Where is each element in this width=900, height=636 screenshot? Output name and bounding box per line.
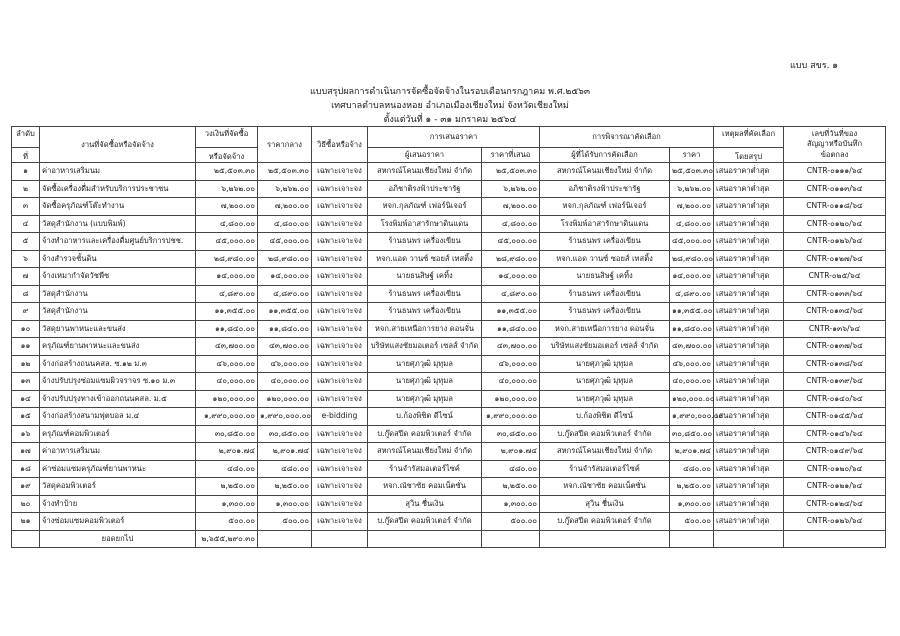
cell-median: ๑,๓๐๐.๐๐ (258, 495, 312, 513)
cell-select-vendor: บ.ก้องพิชิต ดีไซน์ (540, 408, 670, 426)
cell-contract: CNTR-๐๑๔๙/๖๔ (784, 443, 886, 461)
cell-median: ๗,๒๐๐.๐๐ (258, 198, 312, 216)
cell-select-vendor: โรงพิมพ์อาสารักษาดินแดน (540, 215, 670, 233)
total-row (12, 530, 886, 548)
date-range-line: ตั้งแต่วันที่ ๑ - ๓๑ มกราคม ๒๕๖๔ (383, 115, 517, 125)
cell-offer-vendor: สุวิน ชื่นเงิน (368, 495, 482, 513)
cell-offer-vendor: นายศุภวุฒิ มุทุมล (368, 373, 482, 391)
cell-contract: CNTR-๐๑๒๑/๖๔ (784, 478, 886, 496)
col-offer-price-header: ราคาที่เสนอ (482, 148, 540, 163)
cell-median: ๔๖,๐๐๐.๐๐ (258, 355, 312, 373)
cell-reason: เสนอราคาต่ำสุด (714, 215, 784, 233)
cell-offer-price: ๔๓,๗๐๐.๐๐ (482, 338, 540, 356)
cell-offer-vendor: ร้านจำรัสมอเตอร์ไซค์ (368, 460, 482, 478)
cell-no: ๑๑ (12, 338, 40, 356)
cell-item: จ้างทำป้าย (40, 495, 196, 513)
table-row (12, 373, 886, 391)
cell-offer-vendor: นายศุภวุฒิ มุทุมล (368, 390, 482, 408)
cell-contract: CNTR-๐๒๕/๖๔ (784, 268, 886, 286)
cell-offer-vendor: หจก.แอด วานซ์ ซอยส์ เทสติ้ง (368, 250, 482, 268)
cell-no: ๙ (12, 303, 40, 321)
cell-select-price: ๒,๒๕๐.๐๐ (670, 478, 714, 496)
cell-budget: ๓๐,๘๕๐.๐๐ (196, 425, 258, 443)
table-row (12, 355, 886, 373)
cell-reason: เสนอราคาต่ำสุด (714, 163, 784, 181)
cell-select-vendor: นายธนสิษฐ์ เคทิ้ง (540, 268, 670, 286)
cell-method: เฉพาะเจาะจง (312, 285, 368, 303)
cell-select-vendor: บ.กู๊ดสปีด คอมพิวเตอร์ จำกัด (540, 425, 670, 443)
cell-item: วัสดุยานพาหนะและขนส่ง (40, 320, 196, 338)
cell-offer-vendor: สหกรณ์โคนมเชียงใหม่ จำกัด (368, 163, 482, 181)
cell-budget: ๒๕,๕๐๓.๓๐ (196, 163, 258, 181)
cell-contract: CNTR-๐๑๔๐/๖๔ (784, 390, 886, 408)
cell-select-price: ๔๘๐.๐๐ (670, 460, 714, 478)
cell-offer-vendor: ร้านธนพร เครื่องเขียน (368, 233, 482, 251)
cell-offer-price: ๗,๒๐๐.๐๐ (482, 198, 540, 216)
cell-select-vendor: บริษัทแสงชัยมอเตอร์ เซลส์ จำกัด (540, 338, 670, 356)
cell-select-price: ๑,๓๐๐.๐๐ (670, 495, 714, 513)
cell-budget: ๔๐,๐๐๐.๐๐ (196, 373, 258, 391)
cell-contract: CNTR-๐๑๒๗/๖๔ (784, 250, 886, 268)
cell-offer-price: ๑๑,๓๕๕.๐๐ (482, 303, 540, 321)
cell-offer-vendor: บ.ก้องพิชิต ดีไซน์ (368, 408, 482, 426)
cell-offer-vendor: นายธนสิษฐ์ เคทิ้ง (368, 268, 482, 286)
cell-budget: ๕๐๐.๐๐ (196, 513, 258, 531)
total-empty (714, 530, 784, 548)
cell-reason: เสนอราคาต่ำสุด (714, 408, 784, 426)
cell-budget: ๒,๙๐๑.๗๔ (196, 443, 258, 461)
cell-contract: CNTR-๐๑๔๖/๖๔ (784, 425, 886, 443)
cell-method: เฉพาะเจาะจง (312, 338, 368, 356)
cell-reason: เสนอราคาต่ำสุด (714, 180, 784, 198)
cell-median: ๑,๙๙๐,๐๐๐.๐๐ (258, 408, 312, 426)
cell-method: เฉพาะเจาะจง (312, 425, 368, 443)
cell-budget: ๔๓,๗๐๐.๐๐ (196, 338, 258, 356)
header-row-top (12, 127, 886, 148)
cell-select-price: ๗,๒๐๐.๐๐ (670, 198, 714, 216)
cell-no: ๑๖ (12, 425, 40, 443)
cell-reason: เสนอราคาต่ำสุด (714, 443, 784, 461)
cell-contract: CNTR-๐๑๓๔/๖๔ (784, 303, 886, 321)
cell-median: ๔๓,๗๐๐.๐๐ (258, 338, 312, 356)
cell-no: ๘ (12, 285, 40, 303)
cell-median: ๔๐,๐๐๐.๐๐ (258, 373, 312, 391)
table-row (12, 320, 886, 338)
cell-reason: เสนอราคาต่ำสุด (714, 233, 784, 251)
cell-reason: เสนอราคาต่ำสุด (714, 495, 784, 513)
cell-contract: CNTR-๐๑๑๑/๖๔ (784, 163, 886, 181)
cell-item: ค่าซ่อมแซมครุภัณฑ์ยานพาหนะ (40, 460, 196, 478)
cell-contract: CNTR-๐๑๒๖/๖๔ (784, 513, 886, 531)
total-empty (784, 530, 886, 548)
cell-item: จ้างปรับปรุงทางเข้าออกถนนคสล. ม.๕ (40, 390, 196, 408)
cell-no: ๖ (12, 250, 40, 268)
col-no-header-top: ลำดับ (12, 127, 40, 148)
cell-select-price: ๑๑,๘๔๐.๐๐ (670, 320, 714, 338)
cell-offer-vendor: บ.กู๊ดสปีด คอมพิวเตอร์ จำกัด (368, 425, 482, 443)
col-reason-header-bottom: โดยสรุป (714, 148, 784, 163)
contract-header-line3: ข้อตกลง (820, 149, 849, 159)
cell-method: e-bidding (312, 408, 368, 426)
col-item-header: งานที่จัดซื้อหรือจัดจ้าง (40, 127, 196, 163)
total-empty (258, 530, 312, 548)
cell-method: เฉพาะเจาะจง (312, 513, 368, 531)
cell-no: ๑๐ (12, 320, 40, 338)
cell-select-price: ๒๘,๙๘๐.๐๐ (670, 250, 714, 268)
table-row (12, 495, 886, 513)
cell-select-price: ๔๐,๐๐๐.๐๐ (670, 373, 714, 391)
cell-budget: ๔,๘๙๐.๐๐ (196, 285, 258, 303)
cell-budget: ๔๖,๐๐๐.๐๐ (196, 355, 258, 373)
cell-median: ๔,๘๐๐.๐๐ (258, 215, 312, 233)
table-row (12, 338, 886, 356)
col-offer-vendor-header: ผู้เสนอราคา (368, 148, 482, 163)
col-budget-header-top: วงเงินที่จัดซื้อ (196, 127, 258, 148)
cell-offer-price: ๒,๙๐๑.๗๔ (482, 443, 540, 461)
table-row (12, 285, 886, 303)
cell-median: ๒๘,๙๘๐.๐๐ (258, 250, 312, 268)
cell-method: เฉพาะเจาะจง (312, 233, 368, 251)
cell-reason: เสนอราคาต่ำสุด (714, 478, 784, 496)
cell-offer-price: ๔,๘๐๐.๐๐ (482, 215, 540, 233)
cell-select-vendor: นายศุภวุฒิ มุทุมล (540, 355, 670, 373)
cell-offer-price: ๑๔,๐๐๐.๐๐ (482, 268, 540, 286)
table-row (12, 163, 886, 181)
cell-median: ๑๑,๘๔๐.๐๐ (258, 320, 312, 338)
cell-median: ๒,๙๐๑.๗๔ (258, 443, 312, 461)
cell-item: จ้างปรับปรุงซ่อมแซมผิวจราจร ซ.๑๐ ม.๓ (40, 373, 196, 391)
cell-no: ๑๔ (12, 390, 40, 408)
cell-method: เฉพาะเจาะจง (312, 215, 368, 233)
cell-select-price: ๔๓,๗๐๐.๐๐ (670, 338, 714, 356)
col-select-price-header: ราคา (670, 148, 714, 163)
cell-offer-vendor: ร้านธนพร เครื่องเขียน (368, 303, 482, 321)
cell-contract: CNTR-๐๑๒๐/๖๔ (784, 460, 886, 478)
cell-no: ๒ (12, 180, 40, 198)
cell-item: จ้างสำรวจชั้นดิน (40, 250, 196, 268)
cell-offer-vendor: ร้านธนพร เครื่องเขียน (368, 285, 482, 303)
table-row (12, 180, 886, 198)
total-empty (482, 530, 540, 548)
cell-select-price: ๑๔,๐๐๐.๐๐ (670, 268, 714, 286)
cell-budget: ๑๒๐,๐๐๐.๐๐ (196, 390, 258, 408)
cell-reason: เสนอราคาต่ำสุด (714, 320, 784, 338)
document-title: แบบสรุปผลการดำเนินการจัดซื้อจัดจ้างในรอบเดือนกรกฎาคม พ.ศ.๒๕๖๓ (309, 87, 591, 97)
cell-median: ๔,๘๙๐.๐๐ (258, 285, 312, 303)
cell-contract: CNTR-๐๑๓๗/๖๔ (784, 338, 886, 356)
table-row (12, 390, 886, 408)
table-row (12, 215, 886, 233)
cell-contract: CNTR-๐๑๒๖/๖๔ (784, 233, 886, 251)
cell-reason: เสนอราคาต่ำสุด (714, 373, 784, 391)
cell-method: เฉพาะเจาะจง (312, 478, 368, 496)
cell-offer-price: ๔๐,๐๐๐.๐๐ (482, 373, 540, 391)
cell-select-vendor: ร้านธนพร เครื่องเขียน (540, 303, 670, 321)
cell-offer-price: ๑๑,๘๔๐.๐๐ (482, 320, 540, 338)
col-offer-group-header: การเสนอราคา (368, 127, 540, 148)
cell-contract: CNTR-๐๑๓๙/๖๔ (784, 373, 886, 391)
procurement-table (11, 126, 886, 548)
contract-header-line1: เลขที่วันที่ของ (811, 129, 858, 139)
cell-method: เฉพาะเจาะจง (312, 303, 368, 321)
cell-budget: ๔,๘๐๐.๐๐ (196, 215, 258, 233)
cell-offer-price: ๔๖,๐๐๐.๐๐ (482, 355, 540, 373)
cell-contract: CNTR-๐๑๑๓/๖๔ (784, 180, 886, 198)
cell-no: ๓ (12, 198, 40, 216)
cell-select-vendor: สหกรณ์โคนมเชียงใหม่ จำกัด (540, 163, 670, 181)
cell-item: จ้างก่อสร้างถนนคสล. ซ.๑๒ ม.๓ (40, 355, 196, 373)
cell-contract: CNTR-๐๑๒๐/๖๔ (784, 215, 886, 233)
col-method-header: วิธีซื้อหรือจ้าง (312, 127, 368, 163)
cell-no: ๑๓ (12, 373, 40, 391)
cell-median: ๑๑,๓๕๕.๐๐ (258, 303, 312, 321)
cell-select-vendor: ร้านจำรัสมอเตอร์ไซค์ (540, 460, 670, 478)
cell-item: วัสดุสำนักงาน (แบบพิมพ์) (40, 215, 196, 233)
cell-offer-price: ๑,๙๙๐,๐๐๐.๐๐ (482, 408, 540, 426)
cell-offer-vendor: หจก.ณัชาซัย คอมเน็ตซั่น (368, 478, 482, 496)
cell-reason: เสนอราคาต่ำสุด (714, 355, 784, 373)
cell-budget: ๑๔,๐๐๐.๐๐ (196, 268, 258, 286)
cell-select-vendor: หจก.ณัชาซัย คอมเน็ตซั่น (540, 478, 670, 496)
cell-reason: เสนอราคาต่ำสุด (714, 338, 784, 356)
col-no-header-bottom: ที่ (12, 148, 40, 163)
cell-method: เฉพาะเจาะจง (312, 198, 368, 216)
cell-item: ครุภัณฑ์คอมพิวเตอร์ (40, 425, 196, 443)
cell-reason: เสนอราคาต่ำสุด (714, 285, 784, 303)
cell-item: ค่าอาหารเสริมนม (40, 443, 196, 461)
cell-method: เฉพาะเจาะจง (312, 250, 368, 268)
total-empty (540, 530, 670, 548)
cell-no: ๒๑ (12, 513, 40, 531)
cell-reason: เสนอราคาต่ำสุด (714, 425, 784, 443)
cell-contract: CNTR-๐๑๑๘/๖๔ (784, 198, 886, 216)
table-row (12, 250, 886, 268)
table-row (12, 268, 886, 286)
cell-budget: ๖,๒๖๒.๐๐ (196, 180, 258, 198)
cell-no: ๑๗ (12, 443, 40, 461)
cell-method: เฉพาะเจาะจง (312, 495, 368, 513)
table-row (12, 198, 886, 216)
cell-budget: ๔๕,๐๐๐.๐๐ (196, 233, 258, 251)
cell-contract: CNTR-๐๑๔๕/๖๔ (784, 408, 886, 426)
cell-no: ๕ (12, 233, 40, 251)
cell-offer-price: ๖,๒๖๒.๐๐ (482, 180, 540, 198)
cell-select-price: ๔๕,๐๐๐.๐๐ (670, 233, 714, 251)
cell-contract: CNTR-๐๑๓๓/๖๔ (784, 285, 886, 303)
cell-item: จ้างทำอาหารและเครื่องดื่มศูนย์บริการปชช. (40, 233, 196, 251)
table-row (12, 233, 886, 251)
cell-item: จ้างก่อสร้างสนามฟุตบอล ม.๔ (40, 408, 196, 426)
cell-contract: CNTR-๐๑๓๘/๖๔ (784, 355, 886, 373)
cell-item: วัสดุสำนักงาน (40, 303, 196, 321)
cell-select-vendor: หจก.สายเหนือการยาง ดอนจั่น (540, 320, 670, 338)
cell-select-price: ๒๕,๕๐๓.๓๐ (670, 163, 714, 181)
cell-reason: เสนอราคาต่ำสุด (714, 198, 784, 216)
cell-item: ครุภัณฑ์ยานพาหนะและขนส่ง (40, 338, 196, 356)
cell-select-price: ๑,๙๙๐,๐๐๐.๐๐ (670, 408, 714, 426)
cell-no: ๑๒ (12, 355, 40, 373)
cell-select-vendor: หจก.แอด วานซ์ ซอยส์ เทสติ้ง (540, 250, 670, 268)
cell-select-price: ๑๒๐,๐๐๐.๐๐ (670, 390, 714, 408)
cell-offer-price: ๓๐,๘๕๐.๐๐ (482, 425, 540, 443)
cell-offer-price: ๒๕,๕๐๓.๓๐ (482, 163, 540, 181)
cell-item: จ้างเหมากำจัดวัชพืช (40, 268, 196, 286)
cell-budget: ๑๑,๓๕๕.๐๐ (196, 303, 258, 321)
cell-select-price: ๔,๘๐๐.๐๐ (670, 215, 714, 233)
cell-select-vendor: สหกรณ์โคนมเชียงใหม่ จำกัด (540, 443, 670, 461)
table-row (12, 513, 886, 531)
table-row (12, 425, 886, 443)
cell-median: ๑๒๐,๐๐๐.๐๐ (258, 390, 312, 408)
col-median-header: ราคากลาง (258, 127, 312, 163)
cell-offer-vendor: หจก.กุลภัณฑ์ เฟอร์นิเจอร์ (368, 198, 482, 216)
cell-budget: ๑,๓๐๐.๐๐ (196, 495, 258, 513)
cell-offer-price: ๑๒๐,๐๐๐.๐๐ (482, 390, 540, 408)
cell-select-vendor: สุวิน ชื่นเงิน (540, 495, 670, 513)
cell-offer-vendor: บ.กู๊ดสปีด คอมพิวเตอร์ จำกัด (368, 513, 482, 531)
table-row (12, 408, 886, 426)
table-row (12, 460, 886, 478)
cell-method: เฉพาะเจาะจง (312, 355, 368, 373)
total-label: ยอดยกไป (40, 530, 196, 548)
cell-no: ๑ (12, 163, 40, 181)
cell-no: ๑๕ (12, 408, 40, 426)
form-code: แบบ สขร. ๑ (790, 61, 839, 71)
col-budget-header-bottom: หรือจัดจ้าง (196, 148, 258, 163)
cell-offer-price: ๒,๒๕๐.๐๐ (482, 478, 540, 496)
cell-reason: เสนอราคาต่ำสุด (714, 390, 784, 408)
total-empty (368, 530, 482, 548)
cell-item: จ้างซ่อมแซมคอมพิวเตอร์ (40, 513, 196, 531)
cell-median: ๔๘๐.๐๐ (258, 460, 312, 478)
organization-line: เทศบาลตำบลหนองหอย อำเภอเมืองเชียงใหม่ จังหวัดเชียงใหม่ (331, 101, 569, 111)
total-empty (312, 530, 368, 548)
cell-offer-vendor: หจก.สายเหนือการยาง ดอนจั่น (368, 320, 482, 338)
cell-budget: ๑,๙๙๐,๐๐๐.๐๐ (196, 408, 258, 426)
cell-method: เฉพาะเจาะจง (312, 460, 368, 478)
cell-offer-vendor: อภิชาติรงฟ้าประชารัฐ (368, 180, 482, 198)
cell-budget: ๗,๒๐๐.๐๐ (196, 198, 258, 216)
cell-budget: ๒๘,๙๘๐.๐๐ (196, 250, 258, 268)
cell-median: ๕๐๐.๐๐ (258, 513, 312, 531)
cell-method: เฉพาะเจาะจง (312, 180, 368, 198)
cell-select-price: ๔,๘๙๐.๐๐ (670, 285, 714, 303)
cell-select-price: ๕๐๐.๐๐ (670, 513, 714, 531)
cell-select-vendor: บ.กู๊ดสปีด คอมพิวเตอร์ จำกัด (540, 513, 670, 531)
cell-select-vendor: นายศุภวุฒิ มุทุมล (540, 390, 670, 408)
col-contract-header (784, 127, 886, 163)
cell-item: จัดซื้อครุภัณฑ์โต๊ะทำงาน (40, 198, 196, 216)
cell-item: จัดซื้อเครื่องดื่มสำหรับบริการประชาชน (40, 180, 196, 198)
cell-select-vendor: หจก.กุลภัณฑ์ เฟอร์นิเจอร์ (540, 198, 670, 216)
cell-offer-price: ๕๐๐.๐๐ (482, 513, 540, 531)
cell-reason: เสนอราคาต่ำสุด (714, 303, 784, 321)
cell-no: ๑๙ (12, 478, 40, 496)
table-row (12, 303, 886, 321)
table-row (12, 443, 886, 461)
cell-item: วัสดุคอมพิวเตอร์ (40, 478, 196, 496)
cell-select-price: ๑๑,๓๕๕.๐๐ (670, 303, 714, 321)
cell-offer-price: ๔๘๐.๐๐ (482, 460, 540, 478)
cell-no: ๗ (12, 268, 40, 286)
cell-median: ๓๐,๘๕๐.๐๐ (258, 425, 312, 443)
cell-contract: CNTR-๑๓๖/๖๔ (784, 320, 886, 338)
cell-offer-price: ๔๕,๐๐๐.๐๐ (482, 233, 540, 251)
cell-median: ๔๕,๐๐๐.๐๐ (258, 233, 312, 251)
cell-method: เฉพาะเจาะจง (312, 390, 368, 408)
contract-header-line2: สัญญาหรือบันทึก (806, 139, 863, 149)
cell-median: ๒๕,๕๐๓.๓๐ (258, 163, 312, 181)
cell-select-price: ๔๖,๐๐๐.๐๐ (670, 355, 714, 373)
cell-select-price: ๖,๒๖๒.๐๐ (670, 180, 714, 198)
cell-budget: ๑๑,๘๔๐.๐๐ (196, 320, 258, 338)
total-value: ๒,๖๕๕,๒๙๐.๓๐ (196, 530, 258, 548)
cell-item: ค่าอาหารเสริมนม (40, 163, 196, 181)
cell-method: เฉพาะเจาะจง (312, 443, 368, 461)
cell-select-vendor: ร้านธนพร เครื่องเขียน (540, 233, 670, 251)
cell-median: ๒,๒๕๐.๐๐ (258, 478, 312, 496)
cell-median: ๖,๒๖๒.๐๐ (258, 180, 312, 198)
cell-method: เฉพาะเจาะจง (312, 268, 368, 286)
cell-offer-price: ๑,๓๐๐.๐๐ (482, 495, 540, 513)
cell-reason: เสนอราคาต่ำสุด (714, 513, 784, 531)
col-select-vendor-header: ผู้ที่ได้รับการคัดเลือก (540, 148, 670, 163)
cell-select-vendor: ร้านธนพร เครื่องเขียน (540, 285, 670, 303)
cell-no: ๒๐ (12, 495, 40, 513)
cell-select-vendor: อภิชาติรงฟ้าประชารัฐ (540, 180, 670, 198)
cell-reason: เสนอราคาต่ำสุด (714, 250, 784, 268)
table-body (12, 163, 886, 531)
cell-median: ๑๔,๐๐๐.๐๐ (258, 268, 312, 286)
cell-method: เฉพาะเจาะจง (312, 163, 368, 181)
cell-select-vendor: นายศุภวุฒิ มุทุมล (540, 373, 670, 391)
cell-reason: เสนอราคาต่ำสุด (714, 460, 784, 478)
cell-no: ๑๘ (12, 460, 40, 478)
cell-offer-vendor: บริษัทแสงชัยมอเตอร์ เซลส์ จำกัด (368, 338, 482, 356)
cell-contract: CNTR-๐๑๒๔/๖๔ (784, 495, 886, 513)
cell-reason: เสนอราคาต่ำสุด (714, 268, 784, 286)
cell-no: ๔ (12, 215, 40, 233)
cell-offer-vendor: นายศุภวุฒิ มุทุมล (368, 355, 482, 373)
cell-budget: ๔๘๐.๐๐ (196, 460, 258, 478)
cell-method: เฉพาะเจาะจง (312, 373, 368, 391)
total-empty (670, 530, 714, 548)
cell-offer-vendor: โรงพิมพ์อาสารักษาดินแดน (368, 215, 482, 233)
cell-select-price: ๒,๙๐๑.๗๔ (670, 443, 714, 461)
cell-offer-vendor: สหกรณ์โคนมเชียงใหม่ จำกัด (368, 443, 482, 461)
cell-method: เฉพาะเจาะจง (312, 320, 368, 338)
cell-select-price: ๓๐,๘๕๐.๐๐ (670, 425, 714, 443)
cell-budget: ๒,๒๕๐.๐๐ (196, 478, 258, 496)
cell-offer-price: ๔,๘๙๐.๐๐ (482, 285, 540, 303)
cell-item: วัสดุสำนักงาน (40, 285, 196, 303)
col-reason-header-top: เหตุผลที่คัดเลือก (714, 127, 784, 148)
table-row (12, 478, 886, 496)
cell-offer-price: ๒๘,๙๘๐.๐๐ (482, 250, 540, 268)
total-spacer-no (12, 530, 40, 548)
col-select-group-header: การพิจารณาคัดเลือก (540, 127, 714, 148)
